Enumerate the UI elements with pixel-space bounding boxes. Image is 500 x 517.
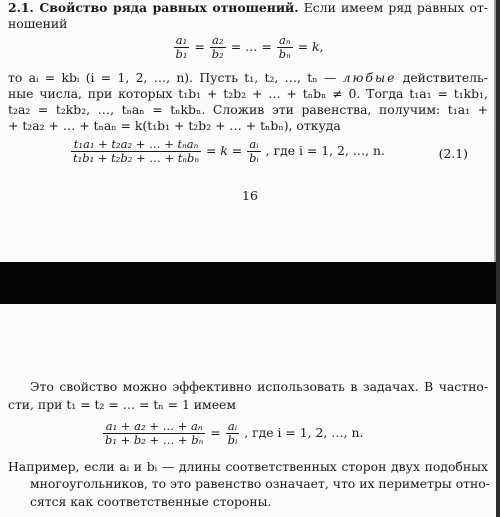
- text-line-b6: сятся как соответственные стороны.: [30, 494, 272, 509]
- text-line-b4: Например, если aᵢ и bᵢ — длины соответственных сторон двух подобных: [8, 459, 488, 474]
- formula-perimeter: $\frac{\text{a₁ + a₂ + … + aₙ}}{\text{b₁ + b₂ + … + bₙ}}$ = $\frac{\text{aᵢ}}{\text{bᵢ}}$ , где i = 1, 2, …, n.: [105, 419, 364, 447]
- text-line-b5: многоугольников, то это равенство означает, что их периметры отно-: [30, 476, 490, 491]
- text-line-7: + t₂a₂ + … + tₙaₙ = k(t₁b₁ + t₂b₂ + … + tₙbₙ), откуда: [8, 118, 341, 133]
- text-line-b2: сти, при t₁ = t₂ = … = tₙ = 1 имеем: [8, 397, 236, 412]
- right-edge-shadow: [496, 0, 500, 517]
- section-heading: 2.1. Свойство ряда равных отношений.: [8, 0, 299, 15]
- small-fraction: $\frac{\text{aᵢ}}{\text{bᵢ}}$: [249, 137, 259, 165]
- formula-ratios: $\frac{\text{a₁}}{\text{b₁}}$ = $\frac{\text{a₂}}{\text{b₂}}$ = … = $\frac{\text{aₙ}}{\text{bₙ}}$ = k,: [175, 33, 324, 61]
- fraction-3: $\frac{\text{aₙ}}{\text{bₙ}}$: [278, 33, 291, 61]
- fraction-2: $\frac{\text{a₂}}{\text{b₂}}$: [211, 33, 224, 61]
- equation-number: (2.1): [438, 146, 468, 161]
- formula-2-1: $\frac{\text{t₁a₁ + t₂a₂ + … + tₙaₙ}}{\text{t₁b₁ + t₂b₂ + … + tₙbₙ}}$ = k = $\frac{\text{aᵢ}}{\text{bᵢ}}$ , где i = 1, 2, …, n. (2.1): [73, 137, 468, 165]
- bottom-page: [0, 304, 500, 517]
- page-gap-band: [0, 262, 500, 304]
- text-line-6: t₂a₂ = t₂kb₂, …, tₙaₙ = tₙkbₙ. Сложив эти равенства, получим: t₁a₁ +: [8, 102, 488, 117]
- sum-fraction: $\frac{\text{a₁ + a₂ + … + aₙ}}{\text{b₁ + b₂ + … + bₙ}}$: [105, 419, 204, 447]
- text-line-1: [8, 0, 488, 16]
- page-number: 16: [242, 188, 258, 203]
- big-fraction: $\frac{\text{t₁a₁ + t₂a₂ + … + tₙaₙ}}{\text{t₁b₁ + t₂b₂ + … + tₙbₙ}}$: [73, 137, 200, 165]
- ratio-fraction: $\frac{\text{aᵢ}}{\text{bᵢ}}$: [227, 419, 238, 447]
- text-line-4: то aᵢ = kbᵢ (i = 1, 2, …, n). Пусть t₁, t₂, …, tₙ — любые действитель-: [8, 70, 488, 85]
- text-line-5: ные числа, при которых t₁b₁ + t₂b₂ + … + tₙbₙ ≠ 0. Тогда t₁a₁ = t₁kb₁,: [8, 86, 488, 101]
- line1-rest: Если имеем ряд равных от-: [303, 0, 488, 15]
- text-line-b1: Это свойство можно эффективно использовать в задачах. В частно-: [30, 379, 488, 394]
- text-line-2: ношений: [8, 16, 68, 31]
- fraction-1: $\frac{\text{a₁}}{\text{b₁}}$: [175, 33, 188, 61]
